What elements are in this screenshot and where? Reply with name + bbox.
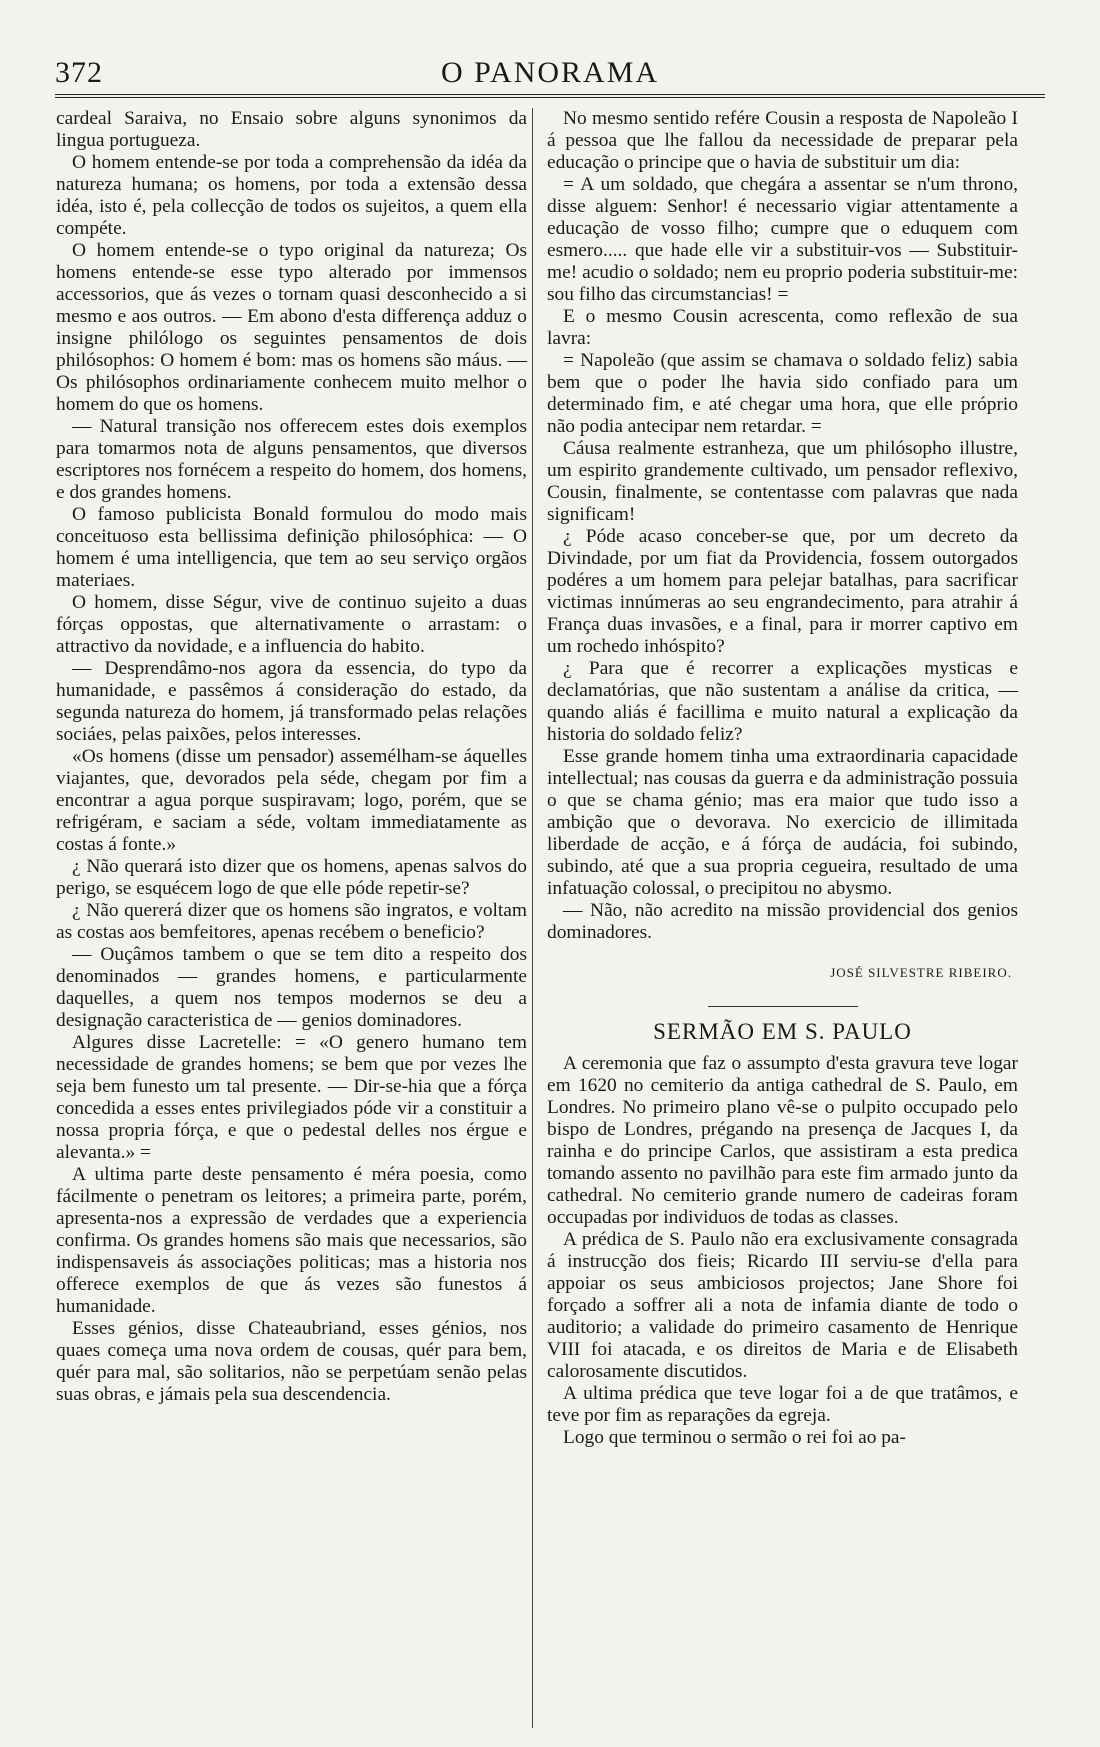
journal-title: O PANORAMA (440, 56, 660, 89)
paragraph: O homem, disse Ségur, vive de continuo sujeito a duas fórças oppostas, que alternativamente o arrastam: o attractivo da novidade, e a influencia do habito. (56, 592, 527, 657)
paragraph: Cáusa realmente estranheza, que um philósopho illustre, um espirito grandemente cultivado, um pensador reflexivo, Cousin, finalmente, se contentasse com palavras que nada significam! (547, 438, 1018, 525)
paragraph: O homem entende-se por toda a comprehensão da idéa da natureza humana; os homens, por toda a extensão dessa idéa, isto é, pela collecção de todos os sujeitos, a quem ella compéte. (56, 152, 527, 239)
left-column (56, 108, 527, 1406)
column-divider (532, 108, 533, 1728)
paragraph: = A um soldado, que chegára a assentar se n'um throno, disse alguem: Senhor! é necessario vigiar attentamente a educação de vosso filho; cumpre que o eduquem com esmero..... que hade elle vir a substituir-vos — Substituir-me! acudio o soldado; nem eu proprio poderia substituir-me: sou filho das circumstancias! = (547, 174, 1018, 305)
paragraph: O famoso publicista Bonald formulou do modo mais conceituoso esta bellissima definição philosóphica: — O homem é uma intelligencia, que tem ao seu serviço orgãos materiaes. (56, 504, 527, 591)
paragraph: O homem entende-se o typo original da natureza; Os homens entende-se esse typo alterado por immensos accessorios, que ás vezes o tornam quasi desconhecido a si mesmo e aos outros. — Em abono d'esta differença adduz o insigne philólogo os seguintes pensamentos de dois philósophos: O homem é bom: mas os homens são máus. — Os philósophos ordinariamente conhecem muito melhor o homem do que os homens. (56, 240, 527, 415)
paragraph: E o mesmo Cousin acrescenta, como reflexão de sua lavra: (547, 306, 1018, 349)
paragraph: Algures disse Lacretelle: = «O genero humano tem necessidade de grandes homens; se bem que por vezes lhe seja bem funesto um tal presente. — Dir-se-hia que a fórça concedida a esses entes privilegiados póde vir a constituir a nossa propria fórça, e que o pedestal delles nos érgue e alevanta.» = (56, 1032, 527, 1163)
paragraph: = Napoleão (que assim se chamava o soldado feliz) sabia bem que o poder lhe havia sido confiado para um determinado fim, e até chegar uma hora, que elle próprio não podia antecipar nem retardar. = (547, 350, 1018, 437)
paragraph: — Desprendâmo-nos agora da essencia, do typo da humanidade, e passêmos á consideração do estado, da segunda natureza do homem, já transformado pelas relações sociáes, pelas paixões, pelos interesses. (56, 658, 527, 745)
right-column (547, 108, 1018, 1449)
page-number: 372 (55, 56, 103, 89)
paragraph: cardeal Saraiva, no Ensaio sobre alguns synonimos da lingua portugueza. (56, 108, 527, 151)
section-heading: SERMÃO EM S. PAULO (653, 1019, 912, 1044)
page-header (55, 48, 1045, 98)
header-rule (55, 94, 1045, 98)
paragraph: A ultima parte deste pensamento é méra poesia, como fácilmente o penetram os leitores; a primeira parte, porém, apresenta-nos a expressão de verdades que a experiencia confirma. Os grandes homens são mais que necessarios, são indispensaveis ás associações politicas; mas a historia nos offerece exemplos de que ás vezes são funestos á humanidade. (56, 1164, 527, 1317)
paragraph: A ceremonia que faz o assumpto d'esta gravura teve logar em 1620 no cemiterio da antiga cathedral de S. Paulo, em Londres. No primeiro plano vê-se o pulpito occupado pelo bispo de Londres, prégando na presença de Jacques I, da rainha e do principe Carlos, que assistiram a esta predica tomando assento no pavilhão para este fim armado junto da cathedral. No cemiterio grande numero de cadeiras foram occupadas por individuos de todas as classes. (547, 1053, 1018, 1228)
paragraph: ¿ Não querará isto dizer que os homens, apenas salvos do perigo, se esquécem logo de que elle póde repetir-se? (56, 856, 527, 899)
paragraph: No mesmo sentido refére Cousin a resposta de Napoleão I á pessoa que lhe fallou da necessidade de preparar pela educação o principe que o havia de substituir um dia: (547, 108, 1018, 173)
section-divider (708, 1006, 858, 1007)
paragraph: — Natural transição nos offerecem estes dois exemplos para tomarmos nota de alguns pensamentos, que diversos escriptores nos fornécem a respeito do homem, dos homens, e dos grandes homens. (56, 416, 527, 503)
paragraph: A prédica de S. Paulo não era exclusivamente consagrada á instrucção dos fieis; Ricardo III serviu-se d'ella para appoiar os seus ambiciosos projectos; Jane Shore foi forçado a soffrer ali a nota de infamia diante de todo o auditorio; a validade do primeiro casamento de Henrique VIII foi atacada, e os direitos de Maria e de Elisabeth calorosamente discutidos. (547, 1229, 1018, 1382)
paragraph: ¿ Para que é recorrer a explicações mysticas e declamatórias, que não sustentam a análise da critica, — quando aliás é facillima e muito natural a explicação da historia do soldado feliz? (547, 658, 1018, 745)
paragraph: — Não, não acredito na missão providencial dos genios dominadores. (547, 900, 1018, 943)
paragraph: ¿ Póde acaso conceber-se que, por um decreto da Divindade, por um fiat da Providencia, fossem outorgados podéres a um homem para pelejar batalhas, para sacrificar victimas innúmeras ao seu engrandecimento, para atrahir á França duas invasões, e a final, para ir morrer captivo em um rochedo inhóspito? (547, 526, 1018, 657)
paragraph: Esses génios, disse Chateaubriand, esses génios, nos quaes começa uma nova ordem de cousas, quér para bem, quér para mal, são solitarios, não se perpetúam senão pelas suas obras, e jámais pela sua descendencia. (56, 1318, 527, 1405)
paragraph: — Ouçâmos tambem o que se tem dito a respeito dos denominados — grandes homens, e particularmente daquelles, a quem nos tempos modernos se deu a designação caracteristica de — genios dominadores. (56, 944, 527, 1031)
paragraph: «Os homens (disse um pensador) assemélham-se áquelles viajantes, que, devorados pela séde, chegam por fim a encontrar a agua porque suspiravam; logo, porém, que se refrigéram, e saciam a séde, voltam immediatamente as costas á fonte.» (56, 746, 527, 855)
author-signature: JOSÉ SILVESTRE RIBEIRO. (830, 965, 1012, 980)
paragraph: ¿ Não quererá dizer que os homens são ingratos, e voltam as costas aos bemfeitores, apenas recébem o beneficio? (56, 900, 527, 943)
paragraph: Logo que terminou o sermão o rei foi ao pa- (563, 1427, 907, 1448)
paragraph: A ultima prédica que teve logar foi a de que tratâmos, e teve por fim as reparações da egreja. (547, 1383, 1018, 1426)
paragraph: Esse grande homem tinha uma extraordinaria capacidade intellectual; nas cousas da guerra e da administração possuia o que se chama génio; mas era maior que tudo isso a ambição que o devorava. No exercicio de illimitada liberdade de acção, e á fórça de audácia, foi subindo, subindo, até que a sua propria cegueira, resultado de uma infatuação colossal, o precipitou no abysmo. (547, 746, 1018, 899)
